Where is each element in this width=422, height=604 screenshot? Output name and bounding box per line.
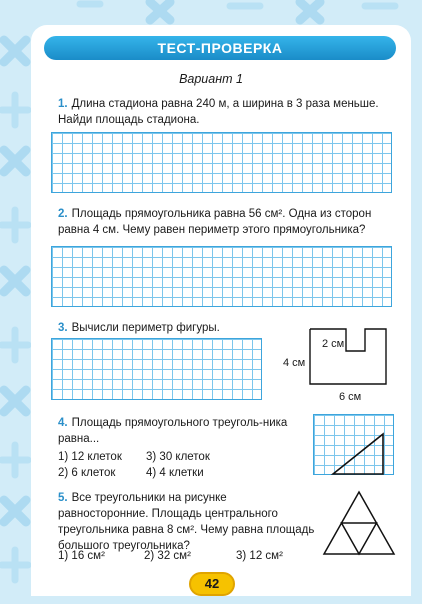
task-4-option-2[interactable]: 2) 6 клеток [58, 467, 116, 479]
task-5-option-1[interactable]: 1) 16 см² [58, 550, 105, 562]
task-4-option-3[interactable]: 3) 30 клеток [146, 451, 210, 463]
figure-label-top: 2 см [322, 338, 345, 350]
answer-grid-1[interactable] [51, 132, 392, 193]
task-5-text: Все треугольники на рисунке равносторонние. Площадь центрального треугольника равна 8 см². Чему равна площадь большого треугольника? [58, 492, 315, 552]
task-2-number: 2. [58, 208, 68, 220]
task-2-text: Площадь прямоугольника равна 56 см². Одна из сторон равна 4 см. Чему равен периметр этого прямоугольника? [58, 208, 372, 236]
task-1-number: 1. [58, 98, 68, 110]
task-4-text: Площадь прямоугольного треуголь-ника равна... [58, 417, 288, 445]
task-2 [58, 206, 396, 238]
task-5 [58, 490, 316, 554]
task-5-option-2[interactable]: 2) 32 см² [144, 550, 191, 562]
task-3-number: 3. [58, 322, 68, 334]
task-4-option-4[interactable]: 4) 4 клетки [146, 467, 204, 479]
task-3 [58, 320, 288, 336]
figure-label-left: 4 см [283, 357, 306, 369]
perimeter-figure [300, 324, 410, 390]
task-4-number: 4. [58, 417, 68, 429]
page-number: 42 [189, 572, 235, 596]
task-4 [58, 415, 288, 447]
task-5-number: 5. [58, 492, 68, 504]
task-3-text: Вычисли периметр фигуры. [71, 322, 220, 334]
task-1-text: Длина стадиона равна 240 м, а ширина в 3 раза меньше. Найди площадь стадиона. [58, 98, 379, 126]
equilateral-triangles-figure [318, 488, 400, 560]
page-title: ТЕСТ-ПРОВЕРКА [44, 36, 396, 60]
figure-label-bottom: 6 см [339, 391, 362, 403]
variant-heading: Вариант 1 [179, 72, 243, 86]
right-triangle-figure [313, 414, 394, 475]
task-1 [58, 96, 396, 128]
task-4-option-1[interactable]: 1) 12 клеток [58, 451, 122, 463]
task-5-option-3[interactable]: 3) 12 см² [236, 550, 283, 562]
answer-grid-2[interactable] [51, 246, 392, 307]
answer-grid-3[interactable] [51, 338, 262, 400]
